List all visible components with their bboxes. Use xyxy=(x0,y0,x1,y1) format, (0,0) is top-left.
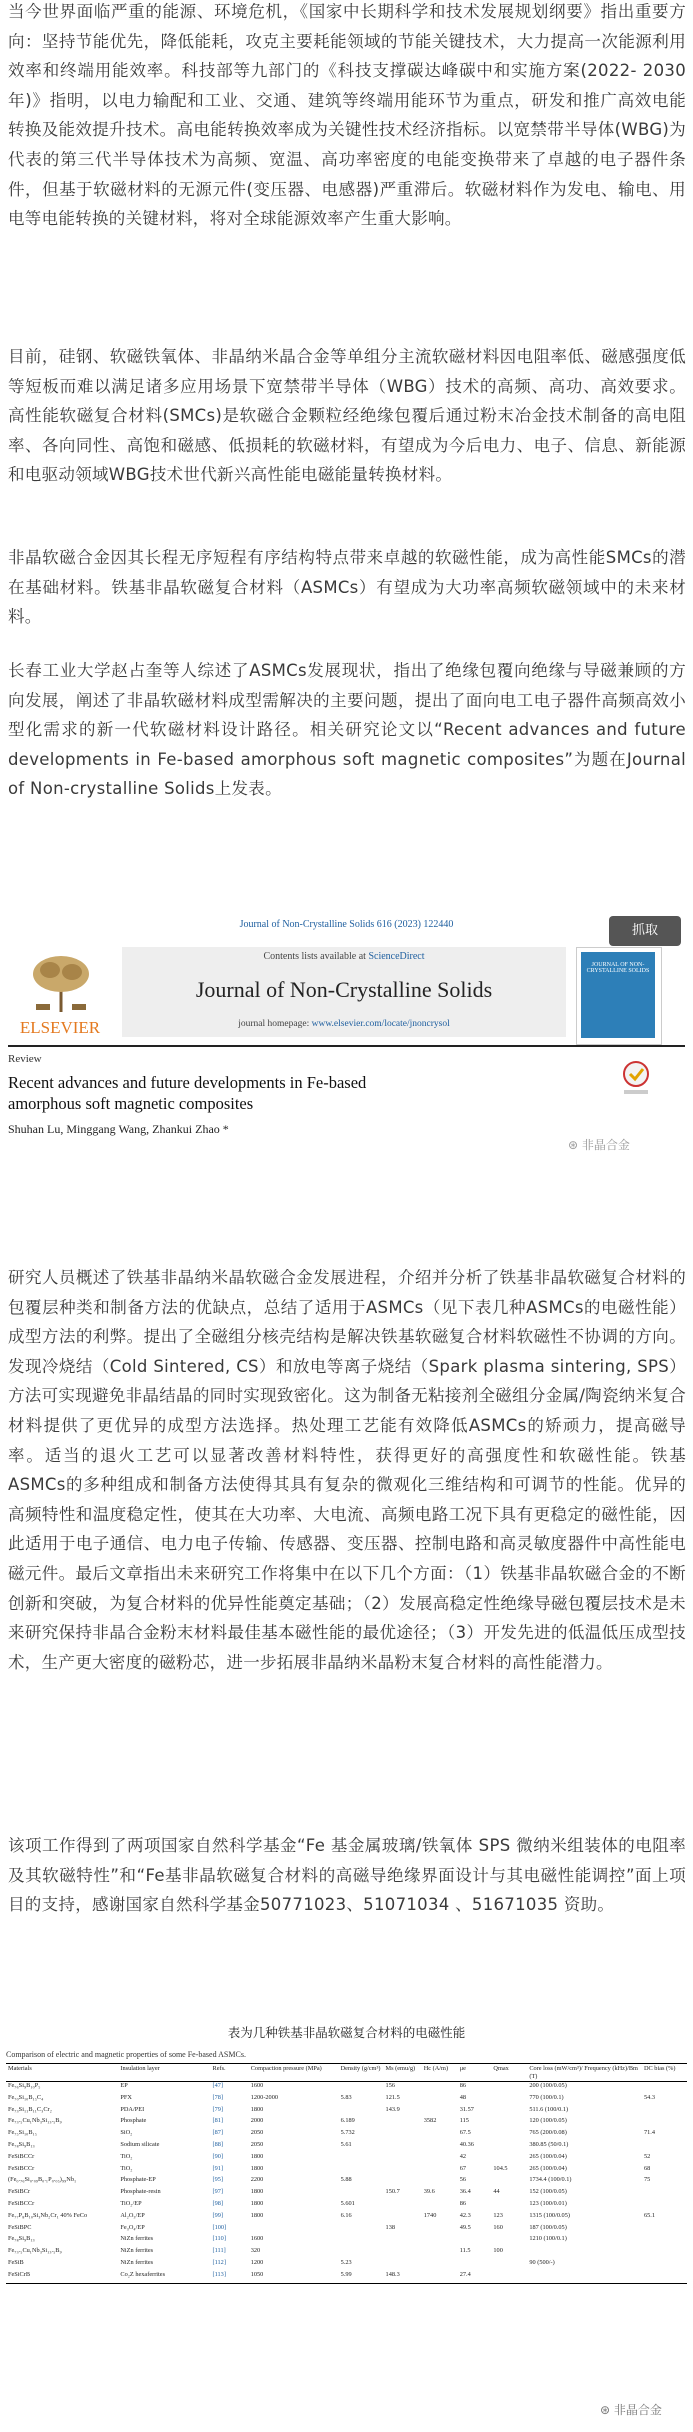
table-cell: 5.601 xyxy=(340,2199,355,2207)
table-cell[interactable]: [112] xyxy=(212,2258,226,2266)
table-cell xyxy=(422,2165,458,2177)
table-cell: SiO₂ xyxy=(120,2129,133,2137)
table-cell xyxy=(384,2153,422,2165)
table-cell: 121.5 xyxy=(385,2093,400,2101)
table-cell: 152 (100/0.05) xyxy=(529,2188,567,2196)
table-cell: 42 xyxy=(459,2152,466,2160)
table-cell xyxy=(458,2259,492,2271)
table-cell: NiZn ferrites xyxy=(120,2247,154,2255)
table-cell: 6.189 xyxy=(340,2117,355,2125)
table-cell xyxy=(491,2082,527,2094)
table-cell xyxy=(491,2200,527,2212)
table-cell: 5.88 xyxy=(340,2176,352,2184)
table-cell xyxy=(384,2235,422,2247)
journal-banner xyxy=(122,947,566,1037)
homepage-link[interactable]: www.elsevier.com/locate/jnoncrysol xyxy=(311,1019,450,1029)
table-caption: Comparison of electric and magnetic properties of some Fe-based ASMCs. xyxy=(6,2050,246,2059)
table-cell xyxy=(422,2224,458,2236)
table-row xyxy=(6,2129,687,2141)
table-cell: 42.3 xyxy=(459,2211,471,2219)
journal-name: Journal of Non-Crystalline Solids xyxy=(195,977,493,1002)
table-cell xyxy=(339,2165,384,2177)
table-cell: 5.61 xyxy=(340,2140,352,2148)
table-cell: 3582 xyxy=(423,2117,437,2125)
table-cell xyxy=(422,2082,458,2094)
table-cell xyxy=(491,2235,527,2247)
table-cell: 48 xyxy=(459,2093,466,2101)
table-cell: Fe₇₈Si₉B₁₃ xyxy=(8,2140,35,2148)
table-header-cell: Core loss (mW/cm³)/ Frequency (kHz)/Bm (T) xyxy=(527,2064,642,2082)
table-cell: 1200 xyxy=(250,2258,264,2266)
table-cell: 1600 xyxy=(250,2235,264,2243)
table-cell xyxy=(422,2271,458,2283)
table-cell: 138 xyxy=(385,2223,395,2231)
table-cell: 1740 xyxy=(423,2211,437,2219)
table-cell xyxy=(491,2271,527,2283)
table-cell xyxy=(339,2153,384,2165)
table-cell: 104.5 xyxy=(493,2164,508,2172)
paper-header-image xyxy=(0,912,693,1282)
table-cell: 49.5 xyxy=(459,2223,471,2231)
elsevier-logo xyxy=(4,952,116,1038)
table-cell: 765 (200/0.08) xyxy=(529,2129,567,2137)
table-cell xyxy=(249,2224,339,2236)
table-cell: 150.7 xyxy=(385,2188,400,2196)
table-cell: Phosphate-EP xyxy=(120,2176,156,2184)
table-cell xyxy=(339,2106,384,2118)
table-header-cell: DC bias (%) xyxy=(642,2064,687,2082)
table-cell xyxy=(422,2235,458,2247)
table-cell xyxy=(527,2247,642,2259)
table-cell: 86 xyxy=(459,2082,466,2089)
table-cell: 36.4 xyxy=(459,2188,471,2196)
table-cell: 160 xyxy=(493,2223,503,2231)
table-header-row xyxy=(6,2064,687,2082)
table-cell: 90 (500/-) xyxy=(529,2258,555,2266)
table-cell: Phosphate-resin xyxy=(120,2188,161,2196)
table-cell xyxy=(422,2106,458,2118)
table-cell: 39.6 xyxy=(423,2188,435,2196)
table-cell: Fe₇₈Si₉B₁₃ xyxy=(8,2235,35,2243)
table-cell: 200 (100/0.05) xyxy=(529,2082,567,2089)
table-header-cell: Insulation layer xyxy=(118,2064,210,2082)
funding-paragraph: 该项工作得到了两项国家自然科学基金“Fe 基金属玻璃/铁氧体 SPS 微纳米组装体的电阻率及其软磁特性”和“Fe基非晶软磁复合材料的高磁导绝缘界面设计与其电磁性能调控”面上项目的支持，感谢国家自然科学基金50771023、51071034 、51671035 资助。 xyxy=(8,1836,686,1915)
table-cell xyxy=(384,2176,422,2188)
table-cell xyxy=(642,2224,687,2236)
table-row xyxy=(6,2247,687,2259)
table-cell: 11.5 xyxy=(459,2247,471,2255)
table-cell[interactable]: [79] xyxy=(212,2105,224,2113)
table-cell: 40.36 xyxy=(459,2140,474,2148)
table-cell[interactable]: [110] xyxy=(212,2235,226,2243)
table-cell: TiO₂ xyxy=(120,2164,133,2172)
table-header-cell: Ms (emu/g) xyxy=(384,2064,422,2082)
table-cell: 1600 xyxy=(250,2082,264,2089)
table-cell xyxy=(642,2235,687,2247)
table-cell: 115 xyxy=(459,2117,469,2125)
table-row xyxy=(6,2106,687,2118)
table-cell: FeSiBCCr xyxy=(8,2199,35,2207)
table-cell: Fe₇₆Si₉B₁₀P₅ xyxy=(8,2082,41,2089)
overview-paragraph: 研究人员概述了铁基非晶纳米晶软磁合金发展进程，介绍并分析了铁基非晶软磁复合材料的包覆层种类和制备方法的优缺点，总结了适用于ASMCs（见下表几种ASMCs的电磁性能）成型方法的利弊。提出了全磁组分核壳结构是解决铁基软磁复合材料软磁性不协调的方向。发现冷烧结（Cold Sintered, CS）和放电等离子烧结（Spark plasma sintering, SPS）方法可实现避免非晶结晶的同时实现致密化。这为制备无粘接剂全磁组分金属/陶瓷纳米复合材料提供了更优异的成型方法选择。热处理工艺能有效降低ASMCs的矫顽力，提高磁导率。适当的退火工艺可以显著改善材料特性，获得更好的高强度性和软磁性能。铁基ASMCs的多种组成和制备方法使得其具有复杂的微观化三维结构和可调节的性能。优异的高频特性和温度稳定性，使其在大功率、大电流、高频电路工况下具有更稳定的磁性能，因此适用于电子通信、电力电子传输、传感器、变压器、控制电路和高灵敏度器件中高性能电磁元件。最后文章指出未来研究工作将集中在以下几个方面：（1）铁基非晶软磁合金的不断创新和突破，为复合材料的优异性能奠定基础；（2）发展高稳定性绝缘导磁包覆层技术是未来研究保持非晶合金粉末材料最佳基本磁性能的最优途径；（3）开发先进的低温低压成型技术，生产更大密度的磁粉芯，进一步拓展非晶纳米晶粉末复合材料的高性能潜力。 xyxy=(8,1268,686,1672)
table-cell xyxy=(458,2235,492,2247)
table-cell xyxy=(422,2094,458,2106)
table-cell: 54.3 xyxy=(643,2093,655,2101)
table-cell: EP xyxy=(120,2082,128,2089)
table-cell xyxy=(339,2082,384,2094)
table-cell: FeSiBPC xyxy=(8,2223,32,2231)
table-cell: 5.83 xyxy=(340,2093,352,2101)
sciencedirect-link[interactable]: ScienceDirect xyxy=(368,951,425,962)
table-cell: 1050 xyxy=(249,2271,339,2283)
table-cell[interactable]: [47] xyxy=(212,2082,224,2089)
table-cell: 2000 xyxy=(250,2117,264,2125)
table-cell: 5.23 xyxy=(340,2258,352,2266)
table-cell: 1734.4 (100/0.1) xyxy=(529,2176,572,2184)
table-cell: 56 xyxy=(459,2176,466,2184)
table-cell: 44 xyxy=(493,2188,500,2196)
table-cell xyxy=(491,2153,527,2165)
table-header-cell: Qmax xyxy=(491,2064,527,2082)
table-cell: Fe₇₃.₅Cu₁Nb₃Si₁₃.₅B₉ xyxy=(8,2117,62,2125)
table-cell xyxy=(491,2106,527,2118)
table-cell: 75 xyxy=(643,2176,651,2184)
table-cell: FeSiBCCr xyxy=(8,2164,35,2172)
table-row xyxy=(6,2235,687,2247)
table-row xyxy=(6,2176,687,2188)
table-cell xyxy=(339,2247,384,2259)
table-cell: 265 (100/0.04) xyxy=(529,2152,567,2160)
article-type: Review xyxy=(8,1053,42,1065)
table-row xyxy=(6,2165,687,2177)
table-cell xyxy=(491,2259,527,2271)
table-cell[interactable]: [111] xyxy=(212,2247,226,2255)
table-cell: Fe₇₃Si₁₁B₁₁C₃Cr₂ xyxy=(8,2105,52,2113)
table-row xyxy=(6,2117,687,2129)
property-table-figure xyxy=(0,2015,693,2432)
table-cell: 1800 xyxy=(250,2199,264,2207)
table-cell xyxy=(642,2247,687,2259)
table-cell: FeSiB xyxy=(8,2258,24,2266)
table-cell: PFX xyxy=(120,2093,132,2101)
table-cell: TiO₂/EP xyxy=(120,2199,142,2207)
table-cell: 1800 xyxy=(250,2152,264,2160)
cover-title: JOURNAL OF NON-CRYSTALLINE SOLIDS xyxy=(586,962,650,974)
table-cell: Sodium silicate xyxy=(120,2140,160,2148)
table-cell: NiZn ferrites xyxy=(120,2258,154,2266)
table-cell[interactable]: [98] xyxy=(212,2199,224,2207)
table-cell xyxy=(642,2082,687,2094)
table-cell: FeSiCrB xyxy=(6,2271,118,2283)
table-body xyxy=(6,2082,687,2284)
table-cell: 770 (100/0.1) xyxy=(529,2093,564,2101)
table-cell[interactable]: [99] xyxy=(212,2211,224,2219)
table-header-cell: Refs. xyxy=(211,2064,249,2082)
table-cell xyxy=(422,2129,458,2141)
table-cell: 380.85 (50/0.1) xyxy=(529,2140,569,2148)
table-cell: 100 xyxy=(493,2247,503,2255)
table-cell: Fe₇₅Si₁₀B₁₅ xyxy=(8,2129,37,2137)
table-cell xyxy=(491,2176,527,2188)
table-header-cell: Compaction pressure (MPa) xyxy=(249,2064,339,2082)
table-cell: 5.732 xyxy=(340,2129,355,2137)
table-cell: PDA/PEI xyxy=(120,2105,145,2113)
table-cell xyxy=(339,2224,384,2236)
table-cell[interactable]: [113] xyxy=(211,2271,249,2283)
table-cell: 5.99 xyxy=(339,2271,384,2283)
table-cell: FeSiBCCr xyxy=(8,2152,35,2160)
table-cell xyxy=(384,2117,422,2129)
table-cell xyxy=(491,2094,527,2106)
table-header-cell: Materials xyxy=(6,2064,118,2082)
table-cell: 65.1 xyxy=(643,2211,655,2219)
table-cell xyxy=(422,2141,458,2153)
watermark: ⊛ 非晶合金 xyxy=(568,1138,630,1152)
table-cell: 265 (100/0.04) xyxy=(529,2164,567,2172)
research-summary-paragraph: 长春工业大学赵占奎等人综述了ASMCs发展现状，指出了绝缘包覆向绝缘与导磁兼顾的方向发展，阐述了非晶软磁材料成型需解决的主要问题，提出了面向电工电子器件高频高效小型化需求的新一代软磁材料设计路径。相关研究论文以“Recent advances and future developments in Fe-based amorphous soft magnetic composites”为题在Journal of Non-crystalline Solids上发表。 xyxy=(8,661,686,799)
table-cell[interactable]: [95] xyxy=(212,2176,224,2184)
check-for-updates-icon[interactable] xyxy=(618,1060,654,1100)
table-cell: Al₂O₃/EP xyxy=(120,2211,145,2219)
table-cell: TiO₂ xyxy=(120,2152,133,2160)
materials-paragraph: 目前，硅钢、软磁铁氧体、非晶纳米晶合金等单组分主流软磁材料因电阻率低、磁感强度低等短板而难以满足诸多应用场景下宽禁带半导体（WBG）技术的高频、高功、高效要求。高性能软磁复合材料(SMCs)是软磁合金颗粒经绝缘包覆后通过粉末冶金技术制备的高电阻率、各向同性、高饱和磁感、低损耗的软磁材料，有望成为今后电力、电子、信息、新能源和电驱动领域WBG技术世代新兴高性能电磁能量转换材料。 xyxy=(8,347,686,485)
contents-line: Contents lists available at ScienceDirect xyxy=(263,951,425,962)
table-cell: 31.57 xyxy=(459,2105,474,2113)
table-cell: 86 xyxy=(459,2199,466,2207)
table-cell xyxy=(642,2259,687,2271)
table-cell: 1800 xyxy=(250,2188,264,2196)
amorphous-paragraph: 非晶软磁合金因其长程无序短程有序结构特点带来卓越的软磁性能，成为高性能SMCs的潜在基础材料。铁基非晶软磁复合材料（ASMCs）有望成为大功率高频软磁领域中的未来材料。 xyxy=(8,548,686,627)
table-cell xyxy=(384,2212,422,2224)
table-row xyxy=(6,2271,687,2283)
table-cell: 71.4 xyxy=(643,2129,655,2137)
table-cell[interactable]: [90] xyxy=(212,2152,224,2160)
table-cell xyxy=(642,2200,687,2212)
table-cell: 2050 xyxy=(250,2140,264,2148)
table-cell: Fe₇₀Si₁₀B₁₅C₄ xyxy=(8,2093,44,2101)
table-cell[interactable]: [97] xyxy=(212,2188,224,2196)
table-header-cell: Density (g/cm³) xyxy=(339,2064,384,2082)
table-cell xyxy=(491,2129,527,2141)
table-title: 表为几种铁基非晶软磁复合材料的电磁性能 xyxy=(227,2025,466,2040)
table-cell xyxy=(339,2188,384,2200)
table-header-cell: μe xyxy=(458,2064,492,2082)
table-cell: Fe₃O₄/EP xyxy=(120,2223,145,2231)
table-cell: 1800 xyxy=(250,2105,264,2113)
table-cell xyxy=(384,2141,422,2153)
elsevier-wordmark: ELSEVIER xyxy=(19,1018,101,1037)
table-cell[interactable]: [81] xyxy=(212,2117,224,2125)
table-cell xyxy=(642,2117,687,2129)
table-cell xyxy=(422,2176,458,2188)
table-cell: Co₂Z hexaferrites xyxy=(118,2271,210,2283)
table-cell xyxy=(642,2188,687,2200)
table-cell: 67.5 xyxy=(459,2129,471,2137)
table-cell xyxy=(422,2200,458,2212)
table-cell[interactable]: [78] xyxy=(212,2093,224,2101)
table-cell xyxy=(491,2117,527,2129)
table-cell: (Fe₀.₇₆Si₀.₀₉B₀.₁P₀.₀₅)₉₉Nb₁ xyxy=(8,2176,77,2184)
table-watermark: ⊛ 非晶合金 xyxy=(600,2403,662,2417)
table-cell xyxy=(422,2247,458,2259)
table-cell[interactable]: [88] xyxy=(212,2140,224,2148)
table-cell xyxy=(384,2259,422,2271)
table-row xyxy=(6,2094,687,2106)
journal-reference[interactable]: Journal of Non-Crystalline Solids 616 (2023) 122440 xyxy=(239,919,454,930)
table-cell: 52 xyxy=(643,2152,651,2160)
table-cell xyxy=(384,2200,422,2212)
table-cell: FeSiBCr xyxy=(8,2188,31,2196)
table-cell xyxy=(527,2271,642,2283)
table-row xyxy=(6,2082,687,2094)
table-cell xyxy=(339,2235,384,2247)
table-row xyxy=(6,2141,687,2153)
table-cell: 27.4 xyxy=(458,2271,492,2283)
table-row xyxy=(6,2200,687,2212)
journal-cover xyxy=(576,947,662,1045)
table-cell: 68 xyxy=(643,2164,651,2172)
table-cell: 6.16 xyxy=(340,2211,352,2219)
table-cell xyxy=(642,2141,687,2153)
table-cell: 1200-2000 xyxy=(250,2093,279,2101)
table-row xyxy=(6,2188,687,2200)
table-header-cell: Hc (A/m) xyxy=(422,2064,458,2082)
table-cell: 67 xyxy=(459,2164,466,2172)
table-cell xyxy=(422,2259,458,2271)
intro-paragraph: 当今世界面临严重的能源、环境危机，《国家中长期科学和技术发展规划纲要》指出重要方向：坚持节能优先，降低能耗，攻克主要耗能领域的节能关键技术，大力提高一次能源利用效率和终端用能效率。科技部等九部门的《科技支撑碳达峰碳中和实施方案(2022- 2030年)》指明，以电力输配和工业、交通、建筑等终端用能环节为重点，研发和推广高效电能转换及能效提升技术。高电能转换效率成为关键性技术经济指标。以宽禁带半导体(WBG)为代表的第三代半导体技术为高频、宽温、高功率密度的电能变换带来了卓越的电子器件条件，但基于软磁材料的无源元件(变压器、电感器)严重滞后。软磁材料作为发电、输电、用电等电能转换的关键材料，将对全球能源效率产生重大影响。 xyxy=(8,2,686,229)
table-cell: Fe₇₇P₈B₁₀Si₃Nb₂Cr₁ 40% FeCo xyxy=(8,2211,88,2219)
table-cell xyxy=(642,2271,687,2283)
table-cell[interactable]: [87] xyxy=(212,2129,224,2137)
table-cell: 2200 xyxy=(250,2176,264,2184)
table-cell: 123 (100/0.01) xyxy=(529,2199,567,2207)
table-cell: NiZn ferrites xyxy=(120,2235,154,2243)
table-row xyxy=(6,2153,687,2165)
elsevier-tree-icon xyxy=(26,952,96,1014)
table-cell: 120 (100/0.05) xyxy=(529,2117,567,2125)
table-cell: 123 xyxy=(493,2211,503,2219)
table-cell: 2050 xyxy=(250,2129,264,2137)
article-title: Recent advances and future developments in Fe-based amorphous soft magnetic composites xyxy=(8,1073,367,1113)
table-cell: 156 xyxy=(385,2082,395,2089)
table-cell[interactable]: [91] xyxy=(212,2164,224,2172)
table-cell: Fe₇₃.₅Cu₁Nb₃Si₁₃.₅B₉ xyxy=(8,2247,62,2255)
table-cell: 187 (100/0.05) xyxy=(529,2223,567,2231)
table-row xyxy=(6,2212,687,2224)
grab-button[interactable]: 抓取 xyxy=(609,916,681,946)
table-cell xyxy=(384,2247,422,2259)
header-rule xyxy=(8,1045,685,1047)
table-row xyxy=(6,2259,687,2271)
homepage-prefix: journal homepage: xyxy=(238,1019,312,1029)
table-cell[interactable]: [100] xyxy=(212,2223,227,2231)
table-cell: 1210 (100/0.1) xyxy=(529,2235,567,2243)
table-cell: 148.3 xyxy=(384,2271,422,2283)
properties-table xyxy=(6,2063,687,2284)
table-cell: 511.6 (100/0.1) xyxy=(529,2105,569,2113)
journal-homepage xyxy=(122,1019,566,1029)
table-cell xyxy=(422,2153,458,2165)
table-cell: 320 xyxy=(250,2247,261,2255)
table-cell: 1315 (100/0.05) xyxy=(529,2211,570,2219)
table-row xyxy=(6,2224,687,2236)
table-cell xyxy=(384,2129,422,2141)
table-cell xyxy=(384,2165,422,2177)
article-authors: Shuhan Lu, Minggang Wang, Zhankui Zhao * xyxy=(8,1122,229,1136)
table-cell: 1800 xyxy=(250,2211,264,2219)
table-cell xyxy=(491,2141,527,2153)
table-cell xyxy=(642,2106,687,2118)
table-cell: Phosphate xyxy=(120,2117,147,2125)
table-cell: 1800 xyxy=(250,2164,264,2172)
table-cell: 143.9 xyxy=(385,2105,400,2113)
